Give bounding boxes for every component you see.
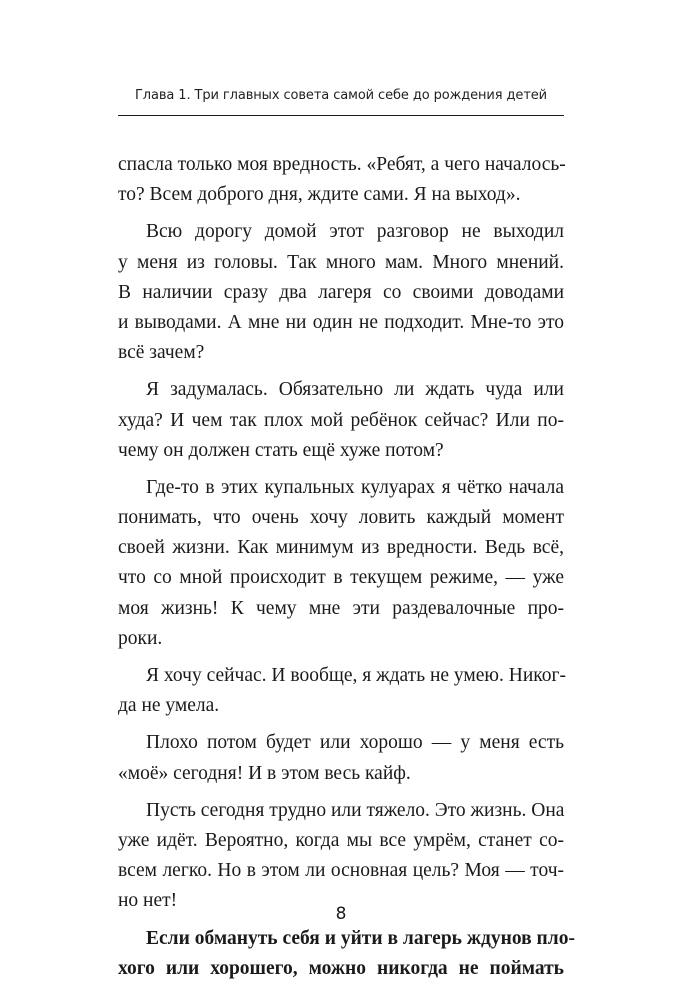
paragraph-2 — [118, 217, 564, 368]
text-line: что со мной происходит в текущем режиме, — уже — [118, 567, 564, 589]
text-line: Всю дорогу домой этот разговор не выходил — [146, 221, 564, 243]
text-line: Пусть сегодня трудно или тяжело. Это жизнь. Она — [146, 799, 565, 821]
text-line: хого или хорошего, можно никогда не поймать — [118, 957, 564, 979]
text-line: худа? И чем так плох мой ребёнок сейчас? Или по- — [118, 409, 564, 431]
paragraph-3 — [118, 375, 564, 466]
paragraph-8-bold — [118, 924, 575, 984]
text-line: Если обмануть себя и уйти в лагерь ждунов пло- — [146, 927, 575, 949]
text-line: Плохо потом будет или хорошо — у меня есть — [146, 732, 564, 754]
running-header: Глава 1. Три главных совета самой себе до рождения детей — [134, 88, 548, 103]
text-line: у меня из головы. Так много мам. Много мнений. — [118, 251, 564, 273]
paragraph-5 — [118, 661, 564, 721]
text-line: всем легко. Но в этом ли основная цель? Моя — точ- — [118, 860, 564, 882]
text-line: да не умела. — [118, 695, 220, 717]
page-body — [118, 150, 575, 984]
text-line: уже идёт. Вероятно, когда мы все умрём, станет со- — [118, 829, 564, 851]
text-line: Я задумалась. Обязательно ли ждать чуда или — [146, 379, 564, 401]
text-line: моя жизнь! К чему мне эти раздевалочные про- — [118, 597, 564, 619]
paragraph-4 — [118, 473, 564, 654]
text-line: «моё» сегодня! И в этом весь кайф. — [118, 762, 411, 784]
text-line: и выводами. А мне ни один не подходит. Мне-то это — [118, 311, 564, 333]
text-line: Где-то в этих купальных кулуарах я чётко начала — [146, 476, 564, 498]
text-line: Я хочу сейчас. И вообще, я ждать не умею. Никог- — [146, 665, 566, 686]
header-rule — [118, 115, 564, 116]
text-line: В наличии сразу два лагеря со своими доводами — [118, 281, 564, 303]
paragraph-7 — [118, 796, 564, 917]
text-line: своей жизни. Как минимум из вредности. Ведь всё, — [118, 537, 564, 559]
text-line: чему он должен стать ещё хуже потом? — [118, 439, 444, 461]
paragraph-6 — [118, 728, 564, 788]
text-line: спасла только моя вредность. «Ребят, а чего началось- — [118, 154, 566, 175]
text-line: всё зачем? — [118, 342, 205, 364]
text-line: роки. — [118, 627, 163, 649]
page-number: 8 — [335, 904, 347, 924]
text-line: понимать, что очень хочу ловить каждый момент — [118, 507, 564, 529]
text-line: но нет! — [118, 890, 178, 912]
paragraph-1 — [118, 150, 564, 210]
text-line: то? Всем доброго дня, ждите сами. Я на выход». — [118, 184, 521, 206]
